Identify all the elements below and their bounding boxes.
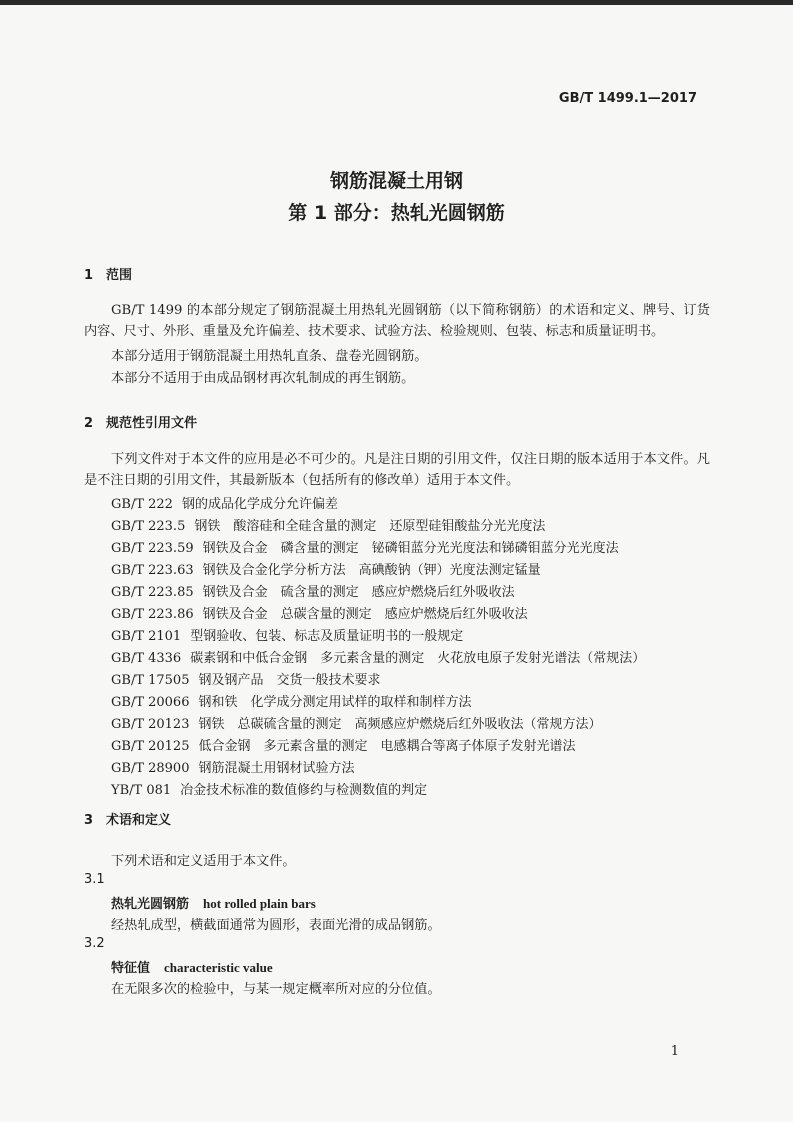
- scan-top-edge: [0, 0, 793, 5]
- reference-item: [111, 515, 545, 534]
- reference-item: [111, 537, 619, 556]
- reference-code: GB/T 20123: [111, 717, 190, 732]
- reference-item: [111, 757, 355, 776]
- reference-code: GB/T 2101: [111, 629, 182, 644]
- reference-item: [111, 713, 602, 732]
- term-english: characteristic value: [164, 960, 273, 975]
- reference-code: GB/T 17505: [111, 673, 190, 688]
- reference-item: [111, 779, 427, 798]
- reference-title: 钢和铁 化学成分测定用试样的取样和制样方法: [198, 695, 472, 710]
- reference-title: 钢铁 总碳硫含量的测定 高频感应炉燃烧后红外吸收法（常规方法）: [198, 717, 602, 732]
- reference-title: 钢铁及合金 总碳含量的测定 感应炉燃烧后红外吸收法: [202, 607, 528, 622]
- standard-number: GB/T 1499.1—2017: [558, 91, 697, 106]
- reference-title: 低合金钢 多元素含量的测定 电感耦合等离子体原子发射光谱法: [198, 739, 576, 754]
- term-number: 3.2: [84, 936, 105, 951]
- reference-title: 钢铁 酸溶硅和全硅含量的测定 还原型硅钼酸盐分光光度法: [194, 519, 546, 534]
- reference-title: 碳素钢和中低合金钢 多元素含量的测定 火花放电原子发射光谱法（常规法）: [190, 651, 646, 666]
- section-3-intro: 下列术语和定义适用于本文件。: [111, 854, 296, 869]
- term-number: 3.1: [84, 872, 105, 887]
- reference-code: GB/T 4336: [111, 651, 182, 666]
- section-number: 2: [84, 416, 94, 431]
- reference-code: GB/T 28900: [111, 761, 190, 776]
- reference-title: 钢铁及合金 硫含量的测定 感应炉燃烧后红外吸收法: [202, 585, 515, 600]
- reference-item: [111, 691, 472, 710]
- reference-code: GB/T 223.63: [111, 563, 194, 578]
- section-title: 规范性引用文件: [106, 416, 198, 431]
- term-heading: [111, 893, 316, 912]
- term-chinese: 特征值: [111, 961, 151, 976]
- section-title: 术语和定义: [106, 813, 172, 828]
- term-chinese: 热轧光圆钢筋: [111, 897, 190, 912]
- section-1-paragraph-3: 本部分不适用于由成品钢材再次轧制成的再生钢筋。: [111, 371, 415, 386]
- reference-code: GB/T 223.5: [111, 519, 186, 534]
- reference-code: YB/T 081: [111, 783, 172, 798]
- reference-title: 钢及钢产品 交货一般技术要求: [198, 673, 381, 688]
- reference-item: [111, 647, 645, 666]
- term-heading: [111, 957, 273, 976]
- section-number: 1: [84, 268, 94, 283]
- reference-code: GB/T 223.59: [111, 541, 194, 556]
- section-1-paragraph-1: GB/T 1499 的本部分规定了钢筋混凝土用热轧光圆钢筋（以下简称钢筋）的术语和定义、牌号、订货内容、尺寸、外形、重量及允许偏差、技术要求、试验方法、检验规则、包装、标志和质量证明书。: [84, 303, 710, 339]
- section-1-paragraph-2: 本部分适用于钢筋混凝土用热轧直条、盘卷光圆钢筋。: [111, 349, 428, 364]
- reference-code: GB/T 20066: [111, 695, 190, 710]
- document-title-line1: 钢筋混凝土用钢: [329, 170, 463, 192]
- section-number: 3: [84, 813, 94, 828]
- reference-title: 钢的成品化学成分允许偏差: [181, 497, 338, 512]
- reference-title: 冶金技术标准的数值修约与检测数值的判定: [180, 783, 428, 798]
- reference-code: GB/T 20125: [111, 739, 190, 754]
- reference-item: [111, 581, 515, 600]
- page-number: 1: [670, 1044, 679, 1059]
- section-2-intro: 下列文件对于本文件的应用是必不可少的。凡是注日期的引用文件，仅注日期的版本适用于本文件。凡是不注日期的引用文件，其最新版本（包括所有的修改单）适用于本文件。: [84, 452, 710, 488]
- reference-item: [111, 559, 541, 578]
- reference-title: 钢铁及合金化学分析方法 高碘酸钠（钾）光度法测定锰量: [202, 563, 541, 578]
- reference-title: 型钢验收、包装、标志及质量证明书的一般规定: [190, 629, 464, 644]
- term-definition: 在无限多次的检验中，与某一规定概率所对应的分位值。: [111, 982, 441, 997]
- reference-item: [111, 603, 528, 622]
- term-definition: 经热轧成型，横截面通常为圆形，表面光滑的成品钢筋。: [111, 918, 441, 933]
- document-title-line2: 第 1 部分：热轧光圆钢筋: [288, 202, 505, 224]
- section-3-heading: [84, 809, 171, 828]
- section-title: 范围: [106, 268, 133, 283]
- reference-code: GB/T 223.85: [111, 585, 194, 600]
- reference-title: 钢筋混凝土用钢材试验方法: [198, 761, 355, 776]
- reference-title: 钢铁及合金 磷含量的测定 铋磷钼蓝分光光度法和锑磷钼蓝分光光度法: [202, 541, 619, 556]
- term-english: hot rolled plain bars: [203, 896, 316, 911]
- section-1-heading: [84, 264, 132, 283]
- reference-item: [111, 735, 576, 754]
- reference-code: GB/T 222: [111, 497, 173, 512]
- section-2-heading: [84, 412, 197, 431]
- reference-item: [111, 625, 463, 644]
- reference-item: [111, 493, 338, 512]
- reference-code: GB/T 223.86: [111, 607, 194, 622]
- reference-item: [111, 669, 381, 688]
